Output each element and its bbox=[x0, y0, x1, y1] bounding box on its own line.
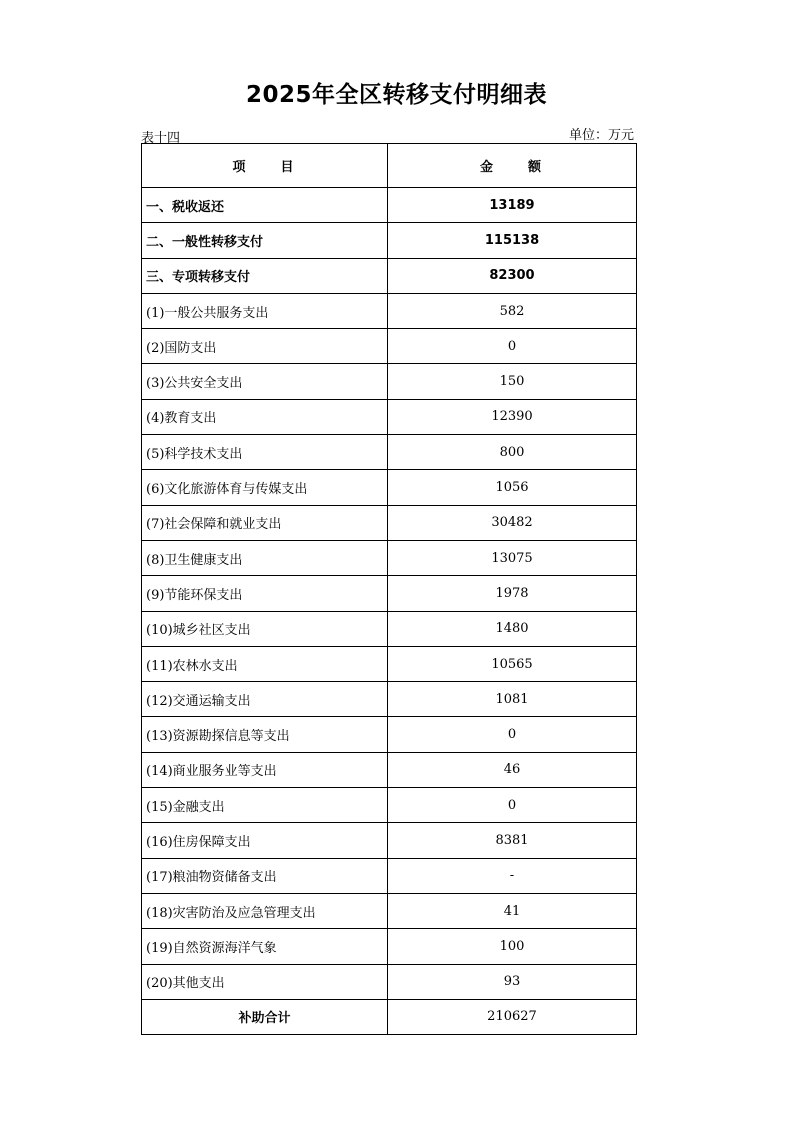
row-amount: 1978 bbox=[388, 576, 637, 611]
detail-row bbox=[142, 964, 637, 999]
row-item: (4)教育支出 bbox=[142, 399, 388, 434]
row-amount: 82300 bbox=[388, 258, 637, 293]
summary-row bbox=[142, 258, 637, 293]
row-item: (3)公共安全支出 bbox=[142, 364, 388, 399]
row-amount: 150 bbox=[388, 364, 637, 399]
detail-row bbox=[142, 435, 637, 470]
summary-row bbox=[142, 223, 637, 258]
row-amount: 13075 bbox=[388, 540, 637, 575]
row-amount: 10565 bbox=[388, 646, 637, 681]
row-item: (15)金融支出 bbox=[142, 788, 388, 823]
row-amount: 0 bbox=[388, 329, 637, 364]
summary-row bbox=[142, 188, 637, 223]
header-amount: 金 额 bbox=[388, 144, 637, 188]
detail-row bbox=[142, 682, 637, 717]
row-item: (20)其他支出 bbox=[142, 964, 388, 999]
row-item: (8)卫生健康支出 bbox=[142, 540, 388, 575]
row-item: (13)资源勘探信息等支出 bbox=[142, 717, 388, 752]
row-item: (9)节能环保支出 bbox=[142, 576, 388, 611]
detail-row bbox=[142, 893, 637, 928]
row-amount: 1081 bbox=[388, 682, 637, 717]
row-amount: 46 bbox=[388, 752, 637, 787]
row-item: (10)城乡社区支出 bbox=[142, 611, 388, 646]
transfer-payment-table bbox=[141, 143, 637, 1035]
row-amount: 12390 bbox=[388, 399, 637, 434]
row-amount: 8381 bbox=[388, 823, 637, 858]
detail-row bbox=[142, 858, 637, 893]
total-amount: 210627 bbox=[388, 999, 637, 1034]
row-amount: 1056 bbox=[388, 470, 637, 505]
detail-row bbox=[142, 788, 637, 823]
table-number: 表十四 bbox=[141, 131, 181, 146]
detail-row bbox=[142, 505, 637, 540]
row-item: 二、一般性转移支付 bbox=[142, 223, 388, 258]
row-item: (1)一般公共服务支出 bbox=[142, 293, 388, 328]
row-item: (2)国防支出 bbox=[142, 329, 388, 364]
row-item: (5)科学技术支出 bbox=[142, 435, 388, 470]
row-item: (17)粮油物资储备支出 bbox=[142, 858, 388, 893]
detail-row bbox=[142, 399, 637, 434]
row-item: (7)社会保障和就业支出 bbox=[142, 505, 388, 540]
row-item: 一、税收返还 bbox=[142, 188, 388, 223]
detail-row bbox=[142, 611, 637, 646]
row-amount: 582 bbox=[388, 293, 637, 328]
unit-label: 单位：万元 bbox=[568, 128, 634, 143]
row-amount: 800 bbox=[388, 435, 637, 470]
row-amount: 13189 bbox=[388, 188, 637, 223]
document-title: 2025年全区转移支付明细表 bbox=[245, 82, 547, 108]
row-item: (14)商业服务业等支出 bbox=[142, 752, 388, 787]
detail-row bbox=[142, 329, 637, 364]
row-amount: 100 bbox=[388, 929, 637, 964]
row-amount: 0 bbox=[388, 788, 637, 823]
total-label: 补助合计 bbox=[142, 999, 388, 1034]
row-amount: 30482 bbox=[388, 505, 637, 540]
header-item: 项 目 bbox=[142, 144, 388, 188]
row-item: (19)自然资源海洋气象 bbox=[142, 929, 388, 964]
row-amount: 1480 bbox=[388, 611, 637, 646]
detail-row bbox=[142, 576, 637, 611]
detail-row bbox=[142, 364, 637, 399]
row-amount: 41 bbox=[388, 893, 637, 928]
row-item: (12)交通运输支出 bbox=[142, 682, 388, 717]
row-item: (11)农林水支出 bbox=[142, 646, 388, 681]
row-amount: 115138 bbox=[388, 223, 637, 258]
row-amount: 0 bbox=[388, 717, 637, 752]
detail-row bbox=[142, 470, 637, 505]
row-item: (16)住房保障支出 bbox=[142, 823, 388, 858]
detail-row bbox=[142, 540, 637, 575]
detail-row bbox=[142, 646, 637, 681]
row-amount: 93 bbox=[388, 964, 637, 999]
row-item: (18)灾害防治及应急管理支出 bbox=[142, 893, 388, 928]
detail-row bbox=[142, 717, 637, 752]
detail-row bbox=[142, 293, 637, 328]
row-amount: - bbox=[388, 858, 637, 893]
row-item: 三、专项转移支付 bbox=[142, 258, 388, 293]
detail-row bbox=[142, 929, 637, 964]
detail-row bbox=[142, 752, 637, 787]
total-row bbox=[142, 999, 637, 1034]
detail-row bbox=[142, 823, 637, 858]
row-item: (6)文化旅游体育与传媒支出 bbox=[142, 470, 388, 505]
table-header-row bbox=[142, 144, 637, 188]
